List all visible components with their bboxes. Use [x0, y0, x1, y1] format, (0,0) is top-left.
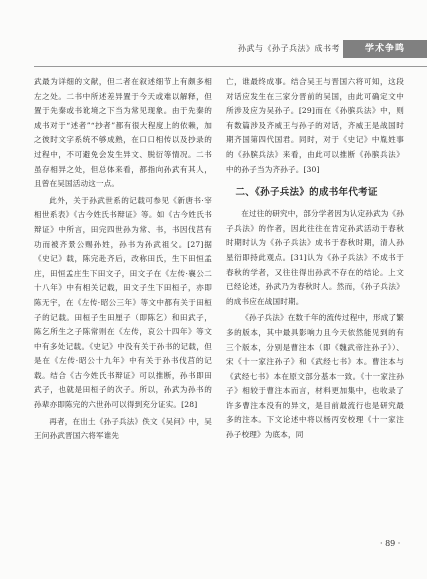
paragraph: 《孙子兵法》在数千年的流传过程中，形成了繁多的版本，其中最具影响力且今天依然能见到的有三个版本，分别是曹注本（即《魏武帝注孙子》）、宋《十一家注孙子》和《武经七书》本。曹注本与《武经七书》本在原文部分基本一致。《十一家注孙子》相较于曹注本而言，材料更加集中，也收录了许多曹注本没有的异文，是目前最流行也是研究最多的注本。下文论述中将以杨丙安校理《十一家注孙子校理》为底本，同 — [226, 313, 404, 440]
running-title: 孙武与《孙子兵法》成书考 — [238, 44, 340, 53]
header-rule — [34, 66, 427, 67]
paragraph: 亡，谁最终成事。结合吴王与晋国六将可知，这段对话应发生在三家分晋前的吴国，由此可确定文中所涉及应为吴孙子。[29]而在《孙膑兵法》中，则有数篇涉及齐威王与孙子的对话，齐威王是战国时期齐国第四代国君。同时，对于《史记》中胤姓事的《孙膑兵法》来看，由此可以推断《孙膑兵法》中的孙子当为齐孙子。[30] — [226, 77, 404, 174]
paragraph: 此外，关于孙武世系的记载可参见《新唐书·宰相世系表》《古今姓氏书辩证》等。如《古今姓氏书辩证》中所言，田完四世孙为常、书，书因伐莒有功而被齐景公赐孙姓，孙书为孙武祖父。[27]据《史记》载，陈完赴齐后，改称田氏，生下田恒孟庄，田恒孟庄生下田文子，田文子在《左传·襄公二十八年》中有相关记载，田文子生下田桓子，亦即陈无宇，在《左传·昭公三年》等文中都有关于田桓子的记载。田桓子生田厘子（即陈乞）和田武子，陈乞所生之子陈常则在《左传，哀公十四年》等文中有多处记载。《史记》中没有关于孙书的记载，但是在《左传·昭公十九年》中有关于孙书伐莒的记载。结合《古今姓氏书辩证》可以推断，孙书即田武子，也就是田桓子的次子。所以，孙武为孙书的孙辈亦即陈完的六世孙可以得到充分证实。[28] — [34, 195, 212, 410]
section-tab: 学术争鸣 — [343, 40, 427, 58]
page-header — [0, 40, 427, 62]
left-column — [34, 75, 212, 444]
section-heading: 二、《孙子兵法》的成书年代考证 — [235, 187, 378, 199]
right-column — [226, 75, 404, 443]
paragraph: 武最为详细的文献，但二者在叙述细节上有颇多相左之处。二书中所述差异置于今天或难以解释，但置于先秦或书讹境之下当为常见现象。由于先秦的成书对于“述者”“抄者”都有很大程度上的依赖，加之彼时文字系统不够成熟，在口口相传以及抄录的过程中，不可避免会发生异文、脱衍等情况。二书虽存相异之处，但总体来看，都指向孙武有其人，且曾在吴国活动这一点。 — [34, 77, 212, 189]
paragraph: 在过往的研究中，部分学者因为认定孙武为《孙子兵法》的作者，因此往往在肯定孙武活动于春秋时期时认为《孙子兵法》成书于春秋时期，清人孙星衍即持此观点。[31]认为《孙子兵法》不成书于春秋的学者，又往往得出孙武不存在的结论。上文已经论述，孙武乃为春秋时人。然而，《孙子兵法》的成书应在战国时期。 — [226, 209, 404, 306]
page-number: · 89 · — [380, 539, 401, 548]
paragraph: 再者，在出土《孙子兵法》佚文《吴问》中，吴王问孙武晋国六将军谁先 — [34, 416, 212, 441]
